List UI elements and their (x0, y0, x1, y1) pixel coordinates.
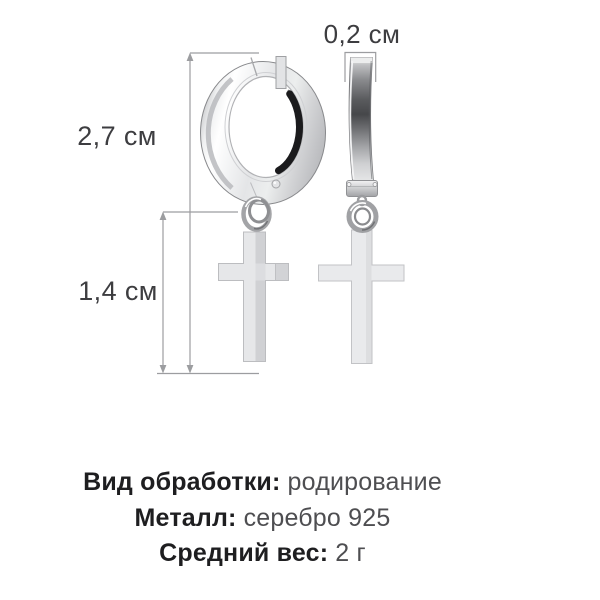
hinge-dot (347, 183, 351, 187)
cross-arm-cap (276, 264, 289, 281)
measure-line-pendant-height (160, 212, 238, 374)
spec-row-metal (0, 501, 525, 537)
earring-front-view (201, 57, 326, 362)
cross-shading (256, 264, 266, 281)
band-profile-top-cap (351, 58, 373, 64)
cross-body (219, 232, 289, 362)
spec-label: Вид обработки: (83, 468, 281, 496)
hoop-clasp-latch (276, 57, 286, 89)
cross-shading (366, 231, 372, 364)
spec-label: Металл: (134, 503, 237, 532)
hinge-dot (373, 183, 377, 187)
earring-side-view (319, 58, 405, 364)
arrow-down-icon (187, 365, 194, 374)
dimension-label-earring-height: 2,7 см (77, 121, 157, 151)
spec-row-weight (0, 536, 525, 572)
cross-shading (256, 233, 266, 264)
dimension-label-band-width: 0,2 см (323, 19, 401, 49)
dimension-label-pendant-height: 1,4 см (78, 276, 158, 306)
arrow-up-icon (187, 53, 194, 62)
spec-value: родирование (287, 468, 442, 496)
spec-value: 2 г (335, 539, 366, 567)
arrow-down-icon (160, 365, 167, 374)
spec-value: серебро 925 (243, 503, 391, 532)
cross-shading (256, 281, 266, 362)
cross-pendant-right (319, 230, 405, 364)
cross-pendant-left (219, 232, 289, 362)
jump-ring-right (349, 203, 376, 231)
hinge-pin-highlight (274, 182, 277, 185)
spec-label: Средний вес: (159, 539, 329, 567)
product-specs (0, 465, 525, 572)
hinge-block (347, 181, 378, 197)
arrow-up-icon (160, 212, 167, 221)
hinge-pin (272, 180, 280, 188)
cross-body (319, 230, 405, 364)
spec-row-finish (0, 465, 525, 501)
